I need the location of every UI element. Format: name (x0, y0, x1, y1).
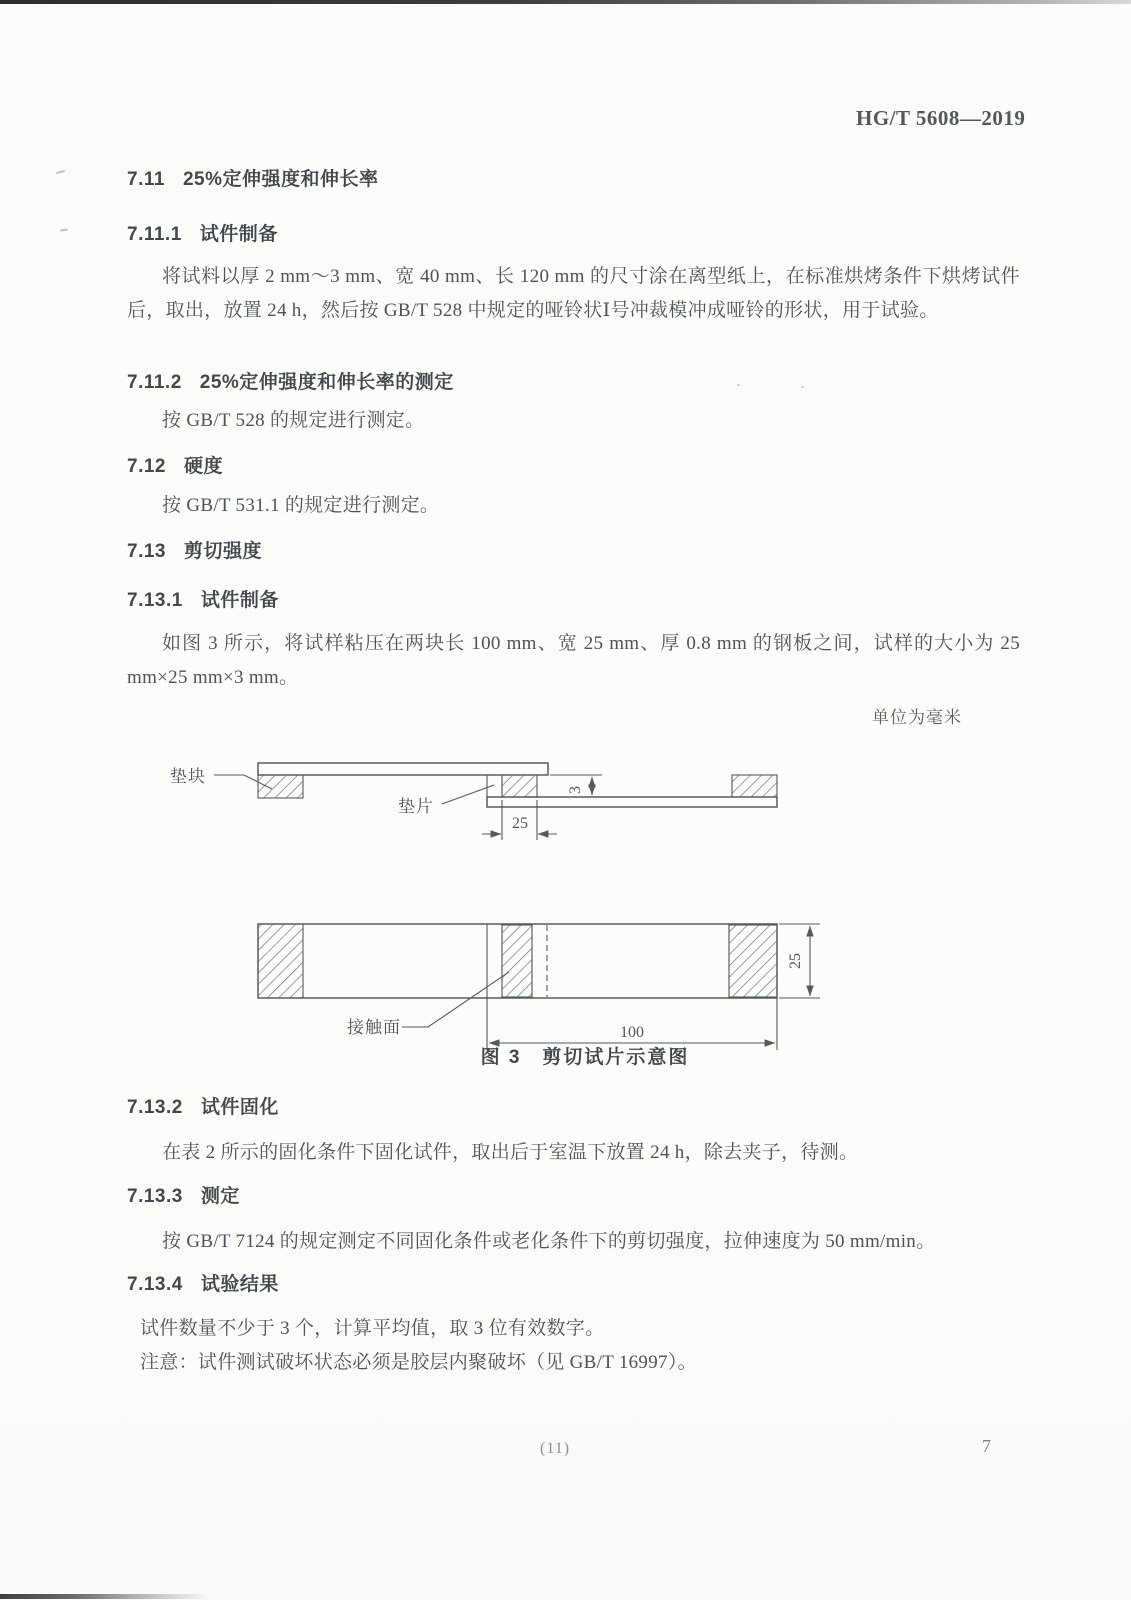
heading-number: 7.13.3 (127, 1186, 183, 1207)
scan-artifact-dot (801, 386, 804, 388)
scan-artifact-bottom-mark (0, 1594, 210, 1599)
adhesive-specimen (502, 775, 537, 797)
heading-number: 7.13.2 (127, 1097, 183, 1118)
dimension-text-overlap: 25 (512, 815, 528, 832)
heading-number: 7.12 (127, 456, 166, 477)
scan-artifact-top-edge (0, 0, 1131, 4)
footer-page-marker: (11) (540, 1440, 571, 1457)
dimension-text-plate-length: 100 (620, 1024, 644, 1041)
unit-note: 单位为毫米 (872, 708, 962, 727)
figure-caption: 图 3 剪切试片示意图 (480, 1047, 690, 1068)
heading-7-13 (127, 536, 262, 563)
heading-title: 试件制备 (200, 590, 279, 611)
heading-7-13-1 (127, 585, 279, 612)
heading-title: 试件固化 (200, 1097, 279, 1118)
pad-block-right (732, 775, 777, 797)
heading-title: 测定 (200, 1186, 240, 1207)
pad-block-left-plan (258, 924, 303, 998)
scan-artifact-dot (737, 384, 740, 386)
upper-steel-plate (258, 763, 548, 775)
heading-number: 7.11.2 (127, 372, 182, 393)
heading-number: 7.11.1 (127, 224, 182, 245)
standard-code: HG/T 5608—2019 (856, 106, 1026, 130)
pad-block-left (258, 775, 303, 798)
leader-line-contact-surface (402, 972, 509, 1027)
pad-block-right-plan (729, 925, 777, 997)
dimension-text-plate-width: 25 (787, 953, 804, 969)
paragraph-7-13-2: 在表 2 所示的固化条件下固化试件，取出后于室温下放置 24 h，除去夹子，待测。 (162, 1142, 859, 1163)
label-pad-block: 垫块 (170, 767, 206, 786)
contact-area (502, 925, 532, 997)
heading-number: 7.13.4 (127, 1274, 183, 1295)
plan-view (258, 924, 820, 1050)
lower-steel-plate (487, 797, 777, 807)
paragraph-7-11-1: 将试料以厚 2 mm～3 mm、宽 40 mm、长 120 mm 的尺寸涂在离型纸上，在标准烘烤条件下烘烤试件后，取出，放置 24 h，然后按 GB/T 528 中规定的哑铃状Ⅰ号冲裁模冲成哑铃的形状，用于试验。 (127, 266, 1020, 321)
heading-title: 剪切强度 (183, 541, 262, 562)
heading-number: 7.11 (127, 169, 165, 190)
heading-title: 硬度 (183, 456, 223, 477)
footer-page-number: 7 (982, 1436, 991, 1456)
heading-7-13-4 (127, 1269, 279, 1296)
label-shim: 垫片 (398, 797, 434, 816)
heading-7-13-2 (127, 1092, 279, 1119)
heading-title: 试件制备 (199, 224, 278, 245)
scan-artifact-tick (56, 170, 65, 174)
leader-line-shim (442, 785, 494, 804)
paragraph-7-12: 按 GB/T 531.1 的规定进行测定。 (162, 495, 440, 516)
heading-7-12 (127, 451, 223, 478)
heading-7-11-2 (127, 367, 454, 394)
heading-number: 7.13 (127, 541, 166, 562)
paragraph-7-13-4-note: 注意：试件测试破坏状态必须是胶层内聚破坏（见 GB/T 16997）。 (140, 1352, 697, 1373)
heading-title: 试验结果 (200, 1274, 279, 1295)
paragraph-7-11-2: 按 GB/T 528 的规定进行测定。 (162, 410, 425, 431)
dimension-text-thickness: 3 (567, 786, 584, 794)
heading-7-11-1 (127, 219, 278, 246)
heading-number: 7.13.1 (127, 590, 183, 611)
figure-3-shear-specimen-diagram (140, 740, 1030, 1050)
label-contact-surface: 接触面 (347, 1018, 401, 1037)
figure-3-svg (140, 740, 1030, 1050)
paragraph-7-13-1: 如图 3 所示，将试样粘压在两块长 100 mm、宽 25 mm、厚 0.8 mm 的钢板之间，试样的大小为 25 mm×25 mm×3 mm。 (127, 633, 1020, 688)
heading-title: 25%定伸强度和伸长率的测定 (199, 372, 454, 393)
heading-title: 25%定伸强度和伸长率 (182, 169, 379, 190)
paragraph-7-13-3: 按 GB/T 7124 的规定测定不同固化条件或老化条件下的剪切强度，拉伸速度为 50 mm/min。 (162, 1231, 936, 1252)
paragraph-7-13-4-result: 试件数量不少于 3 个，计算平均值，取 3 位有效数字。 (140, 1318, 605, 1339)
side-view (170, 763, 777, 840)
scan-artifact-tick (60, 228, 68, 231)
heading-7-13-3 (127, 1181, 240, 1208)
heading-7-11 (127, 164, 378, 191)
